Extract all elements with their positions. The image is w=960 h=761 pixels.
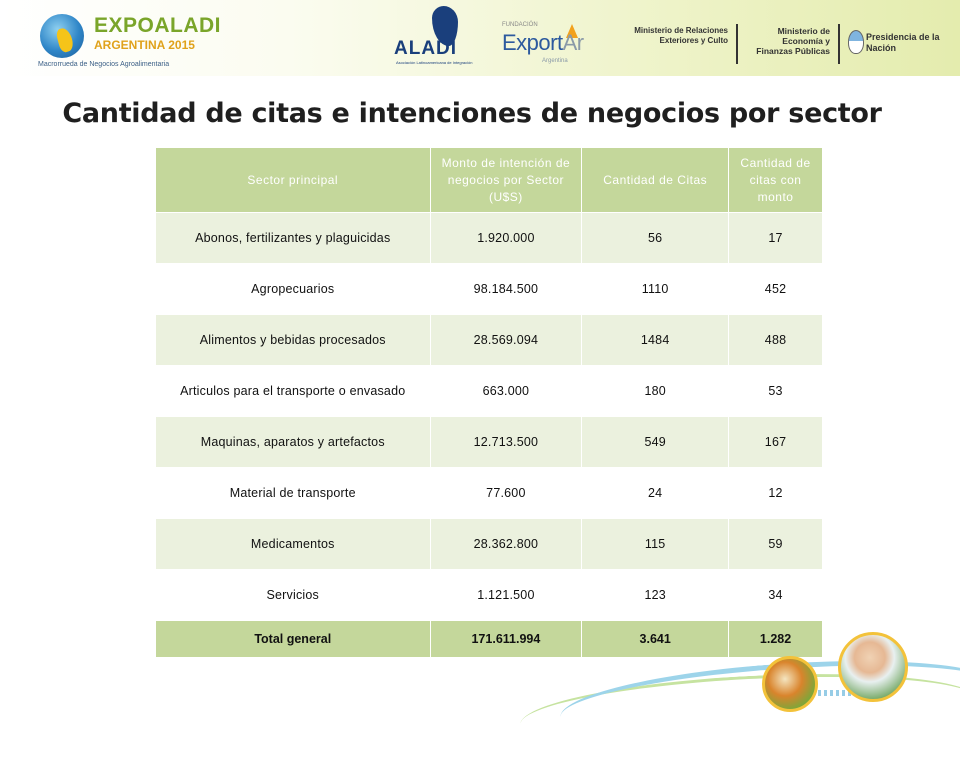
aladi-tagline: Asociación Latinoamericana de Integración bbox=[396, 60, 473, 65]
exportar-name-a: Export bbox=[502, 30, 563, 55]
total-monto: 171.611.994 bbox=[430, 621, 582, 658]
exportar-logo bbox=[500, 22, 590, 68]
ministry-economy: Ministerio de Economía y Finanzas Públicas bbox=[756, 26, 830, 56]
cell-sector: Maquinas, aparatos y artefactos bbox=[156, 417, 431, 468]
globe-icon bbox=[40, 14, 84, 58]
cell-sector: Material de transporte bbox=[156, 468, 431, 519]
header-citas: Cantidad de Citas bbox=[582, 148, 729, 213]
cell-citas: 56 bbox=[582, 213, 729, 264]
cell-citas: 1484 bbox=[582, 315, 729, 366]
expo-tagline: Macrorrueda de Negocios Agroalimentaria bbox=[38, 61, 170, 68]
aladi-logo bbox=[392, 6, 480, 68]
header-monto: Monto de intención de negocios por Sector (U$S) bbox=[430, 148, 582, 213]
cell-sector: Servicios bbox=[156, 570, 431, 621]
cell-citas: 549 bbox=[582, 417, 729, 468]
expoaladi-logo bbox=[36, 8, 222, 68]
scientist-photo bbox=[838, 632, 908, 702]
cell-citas: 180 bbox=[582, 366, 729, 417]
table-header-row bbox=[156, 148, 823, 213]
cell-con-monto: 17 bbox=[729, 213, 823, 264]
cell-con-monto: 59 bbox=[729, 519, 823, 570]
cell-monto: 663.000 bbox=[430, 366, 582, 417]
header-citas-con-monto: Cantidad de citas con monto bbox=[729, 148, 823, 213]
cell-con-monto: 488 bbox=[729, 315, 823, 366]
cell-con-monto: 12 bbox=[729, 468, 823, 519]
cell-sector: Abonos, fertilizantes y plaguicidas bbox=[156, 213, 431, 264]
ministry-foreign-affairs: Ministerio de Relaciones Exteriores y Culto bbox=[634, 26, 728, 45]
table-row bbox=[156, 366, 823, 417]
cell-monto: 28.362.800 bbox=[430, 519, 582, 570]
cell-monto: 1.920.000 bbox=[430, 213, 582, 264]
table-row bbox=[156, 264, 823, 315]
table-row bbox=[156, 417, 823, 468]
cell-sector: Medicamentos bbox=[156, 519, 431, 570]
expo-subtitle: ARGENTINA 2015 bbox=[94, 38, 195, 52]
page-title: Cantidad de citas e intenciones de negocios por sector bbox=[62, 98, 882, 129]
exportar-name-b: Ar bbox=[562, 30, 584, 55]
divider bbox=[736, 24, 738, 64]
cell-con-monto: 167 bbox=[729, 417, 823, 468]
cell-citas: 24 bbox=[582, 468, 729, 519]
coat-of-arms-icon bbox=[848, 30, 864, 54]
cell-monto: 77.600 bbox=[430, 468, 582, 519]
cell-sector: Alimentos y bebidas procesados bbox=[156, 315, 431, 366]
cell-monto: 12.713.500 bbox=[430, 417, 582, 468]
cell-monto: 1.121.500 bbox=[430, 570, 582, 621]
cell-con-monto: 34 bbox=[729, 570, 823, 621]
cell-con-monto: 53 bbox=[729, 366, 823, 417]
presidencia-label: Presidencia de la Nación bbox=[866, 32, 940, 53]
cell-sector: Articulos para el transporte o envasado bbox=[156, 366, 431, 417]
cell-citas: 115 bbox=[582, 519, 729, 570]
expo-title: EXPOALADI bbox=[94, 14, 222, 37]
table-row bbox=[156, 570, 823, 621]
table-row bbox=[156, 213, 823, 264]
divider bbox=[838, 24, 840, 64]
table-row bbox=[156, 519, 823, 570]
table-row bbox=[156, 468, 823, 519]
food-photo bbox=[762, 656, 818, 712]
exportar-country: Argentina bbox=[542, 58, 568, 64]
cell-monto: 28.569.094 bbox=[430, 315, 582, 366]
exportar-fundacion: FUNDACIÓN bbox=[502, 22, 538, 28]
total-con-monto: 1.282 bbox=[729, 621, 823, 658]
aladi-name: ALADI bbox=[394, 38, 458, 59]
total-citas: 3.641 bbox=[582, 621, 729, 658]
cell-con-monto: 452 bbox=[729, 264, 823, 315]
cell-citas: 123 bbox=[582, 570, 729, 621]
table-total-row bbox=[156, 621, 823, 658]
cell-citas: 1110 bbox=[582, 264, 729, 315]
sector-table bbox=[155, 147, 823, 658]
table-row bbox=[156, 315, 823, 366]
cell-monto: 98.184.500 bbox=[430, 264, 582, 315]
cell-sector: Agropecuarios bbox=[156, 264, 431, 315]
exportar-name bbox=[502, 30, 584, 56]
total-label: Total general bbox=[156, 621, 431, 658]
header-banner bbox=[0, 0, 960, 76]
header-sector: Sector principal bbox=[156, 148, 431, 213]
